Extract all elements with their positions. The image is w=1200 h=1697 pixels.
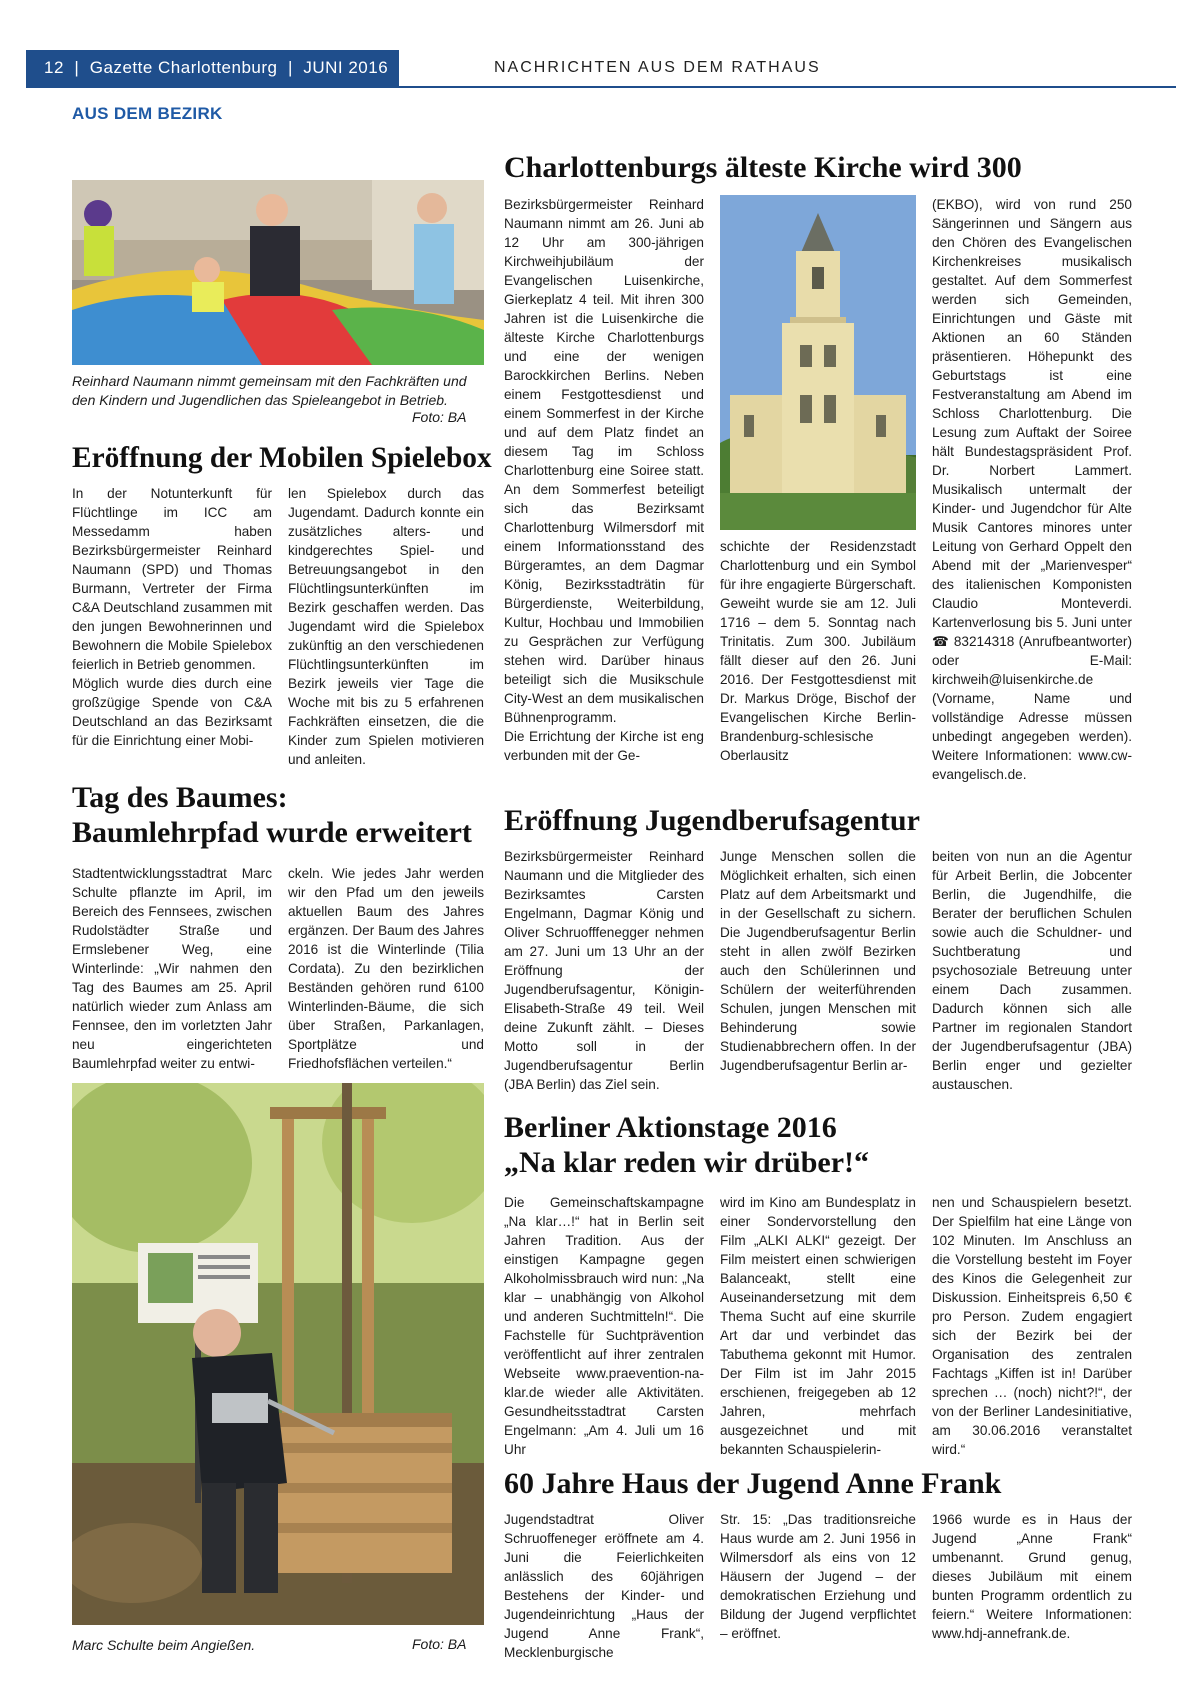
baum-paragraph: Stadtentwicklungsstadtrat Marc Schulte pflanzte im April, im Bereich des Fennsees, zwischen Rudolstädter Straße und Ermslebener Weg, eine Winterlinde: „Wir nahmen den Tag des Baumes am 25. April natürlich wieder zum Anlass am Fennsee, den im vorletzten Jahr neu eingerichteten Baumlehrpfad weiter zu entwi- bbox=[72, 866, 272, 1071]
annefrank-paragraph: Jugendstadtrat Oliver Schruoffeneger eröffnete am 4. Juni die Feierlichkeiten anlässlich des 60jährigen Bestehens der Kinder- und Jugendeinrichtung „Haus der Jugend Anne Frank“, Mecklenburgische bbox=[504, 1512, 704, 1660]
kirche-paragraph: Bezirksbürgermeister Reinhard Naumann nimmt am 26. Juni ab 12 Uhr am 300-jährigen Kirchweihjubiläum der Evangelischen Luisenkirche, Gierkeplatz 4 teil. Mit ihren 300 Jahren ist die Luisenkirche die älteste Kirche Charlottenburgs und eine der wenigen Barockkirchen Berlins. Neben einem Festgottesdienst und einem Sommerfest in der Kirche und auf dem Platz findet an diesem Tag im Schloss Charlottenburg eine Soiree statt. An dem Sommerfest beteiligt sich das Bezirksamt Charlottenburg Wilmersdorf mit einem Informationsstand des Bürgeramtes, an dem Dagmar König, Bezirksstadträtin für Bürgerdienste, Weiterbildung, Kultur, Hochbau und Immobilien zu Gesprächen zur Verfügung stehen wird. Darüber hinaus beteiligt sich die Musikschule City-West an dem musikalischen Bühnenprogramm. bbox=[504, 197, 704, 725]
annefrank-column-1 bbox=[504, 1510, 704, 1662]
page-header bbox=[0, 50, 1200, 88]
baum-photo bbox=[72, 1083, 484, 1625]
baum-headline bbox=[72, 780, 472, 850]
aktionstage-column-1 bbox=[504, 1193, 704, 1459]
aktionstage-headline-line-1: Berliner Aktionstage 2016 bbox=[504, 1111, 837, 1144]
baum-caption: Marc Schulte beim Angießen. bbox=[72, 1637, 256, 1653]
issue-date: JUNI 2016 bbox=[303, 58, 389, 77]
jba-column-1 bbox=[504, 847, 704, 1094]
kirche-paragraph: (EKBO), wird von rund 250 Sängerinnen und Sängern aus den Chören des Evangelischen Kirchenkreises musikalisch gestaltet. Auf dem Sommerfest werden sich Gemeinden, Einrichtungen und Gäste mit Aktionen an 60 Ständen präsentieren. Höhepunkt des Geburtstags ist eine Festveranstaltung am Abend im Schloss Charlottenburg. Die Lesung zum Auftakt der Soiree hält Bundestagspräsident Prof. Dr. Norbert Lammert. Musikalisch untermalt der Kinder- und Jugendchor für Alte Musik Cantores minores unter Leitung von Gerhard Oppelt den Abend mit der „Marienvesper“ des italienischen Komponisten Claudio Monteverdi. Kartenverlosung bis 5. Juni unter ☎ 83214318 (Anrufbeantworter) oder E-Mail: kirchweih@luisenkirche.de (Vorname, Name und vollständige Adresse müssen unbedingt angegeben werden). Weitere Informationen: www.cw-evangelisch.de. bbox=[932, 197, 1132, 782]
kirche-column-1 bbox=[504, 195, 704, 765]
page-number: 12 bbox=[44, 58, 64, 77]
spielebox-column-2 bbox=[288, 484, 484, 769]
jba-paragraph: Bezirksbürgermeister Reinhard Naumann und die Mitglieder des Bezirksamtes Carsten Engelmann, Dagmar König und Oliver Schruofffenegger nehmen am 27. Juni um 13 Uhr an der Eröffnung der Jugendberufsagentur, Königin-Elisabeth-Straße 49 teil. Weil deine Zukunft zählt. – Dieses Motto soll in der Jugendberufsagentur Berlin (JBA Berlin) das Ziel sein. bbox=[504, 849, 704, 1092]
kirche-column-3 bbox=[932, 195, 1132, 784]
annefrank-paragraph: Str. 15: „Das traditionsreiche Haus wurde am 2. Juni 1956 in Wilmersdorf als eins von 12 Häusern der Jugend – der demokratischen Erziehung und Bildung der Jugend verpflichtet – eröffnet. bbox=[720, 1512, 916, 1641]
aktionstage-paragraph: Die Gemeinschaftskampagne „Na klar…!“ hat in Berlin seit Jahren Tradition. Aus der einstigen Kampagne gegen Alkoholmissbrauch wird nun: „Na klar – unabhängig von Alkohol und anderen Suchtmitteln!“. Die Fachstelle für Suchtprävention veröffentlicht auf ihrer zentralen Webseite www.praevention-na-klar.de wieder alle Aktivitäten. Gesundheitsstadtrat Carsten Engelmann: „Am 4. Juli um 16 Uhr bbox=[504, 1195, 704, 1457]
jba-headline: Eröffnung Jugendberufsagentur bbox=[504, 804, 920, 837]
annefrank-paragraph: 1966 wurde es in Haus der Jugend „Anne Frank“ umbenannt. Grund genug, dieses Jubiläum mit einem bunten Programm ordentlich zu feiern.“ Weitere Informationen: www.hdj-annefrank.de. bbox=[932, 1512, 1132, 1641]
publication-name: Gazette Charlottenburg bbox=[89, 58, 278, 77]
baum-headline-line-2: Baumlehrpfad wurde erweitert bbox=[72, 816, 472, 849]
folio-separator: | bbox=[69, 58, 85, 77]
aktionstage-headline-line-2: „Na klar reden wir drüber!“ bbox=[504, 1146, 869, 1179]
spielebox-photo-credit: Foto: BA bbox=[412, 409, 467, 425]
kirche-headline: Charlottenburgs älteste Kirche wird 300 bbox=[504, 151, 1022, 184]
baum-headline-line-1: Tag des Baumes: bbox=[72, 781, 288, 814]
kirche-paragraph: schichte der Residenzstadt Charlottenburg und ein Symbol für ihre engagierte Bürgerschaft. Geweiht wurde sie am 12. Juli 1716 – dem 5. Sonntag nach Trinitatis. Zum 300. Jubiläum fällt dieser auf den 26. Juni 2016. Der Festgottesdienst mit Dr. Markus Dröge, Bischof der Evangelischen Kirche Berlin-Brandenburg-schlesische Oberlausitz bbox=[720, 539, 916, 763]
spielebox-paragraph: In der Notunterkunft für Flüchtlinge im ICC am Messedamm haben Bezirksbürgermeister Reinhard Naumann (SPD) und Thomas Burmann, Vertreter der Firma C&A Deutschland zusammen mit den jungen Bewohnerinnen und Bewohnern die Mobile Spielebox feierlich in Betrieb genommen. bbox=[72, 486, 272, 672]
aktionstage-column-3 bbox=[932, 1193, 1132, 1459]
spielebox-column-1 bbox=[72, 484, 272, 750]
kirche-column-2 bbox=[720, 537, 916, 765]
spielebox-paragraph: Möglich wurde dies durch eine großzügige Spende von C&A Deutschland an das Bezirksamt für die Einrichtung einer Mobi- bbox=[72, 676, 272, 748]
annefrank-headline: 60 Jahre Haus der Jugend Anne Frank bbox=[504, 1467, 1002, 1500]
jba-column-3 bbox=[932, 847, 1132, 1094]
kirche-paragraph: Die Errichtung der Kirche ist eng verbunden mit der Ge- bbox=[504, 729, 704, 763]
jba-column-2 bbox=[720, 847, 916, 1075]
aktionstage-paragraph: wird im Kino am Bundesplatz in einer Sondervorstellung den Film „ALKI ALKI“ gezeigt. Der Film meistert einen schwierigen Balanceakt, stellt eine Auseinandersetzung mit dem Thema Sucht auf eine skurrile Art dar und verbindet das Tabuthema gekonnt mit Humor. Der Film ist im Jahr 2015 erschienen, freigegeben ab 12 Jahren, mehrfach ausgezeichnet und mit bekannten Schauspielerin- bbox=[720, 1195, 916, 1457]
annefrank-column-2 bbox=[720, 1510, 916, 1643]
section-label: AUS DEM BEZIRK bbox=[72, 104, 223, 123]
baum-column-2 bbox=[288, 864, 484, 1073]
spielebox-photo bbox=[72, 180, 484, 365]
luisenkirche-photo bbox=[720, 195, 916, 530]
baum-photo-credit: Foto: BA bbox=[412, 1636, 467, 1652]
annefrank-column-3 bbox=[932, 1510, 1132, 1643]
baum-column-1 bbox=[72, 864, 272, 1073]
aktionstage-paragraph: nen und Schauspielern besetzt. Der Spielfilm hat eine Länge von 102 Minuten. Im Anschluss an die Vorstellung besteht im Foyer des Kinos die Gelegenheit zur Diskussion. Einheitspreis 6,50 € pro Person. Zudem engagiert sich der Bezirk bei der Organisation des zentralen Fachtags „Kiffen ist in! Darüber sprechen … (noch) nicht?!“, der von der Berliner Landesinitiative, am 30.06.2016 veranstaltet wird.“ bbox=[932, 1195, 1132, 1457]
jba-paragraph: beiten von nun an die Agentur für Arbeit Berlin, die Jobcenter Berlin, die Jugendhilfe, die Berater der beruflichen Schulen sowie auch die Schuldner- und Suchtberatung und psychosoziale Betreuung unter einem Dach zusammen. Dadurch können sich alle Partner im regionalen Standort der Jugendberufsagentur (JBA) Berlin enger und gezielter austauschen. bbox=[932, 849, 1132, 1092]
aktionstage-headline bbox=[504, 1110, 869, 1180]
spielebox-paragraph: len Spielebox durch das Jugendamt. Dadurch konnte ein zusätzliches alters- und kindgerechtes Spiel- und Betreuungsangebot in den Flüchtlingsunterkünften im Bezirk geschaffen werden. Das Jugendamt wird die Spielebox zukünftig an den verschiedenen Flüchtlingsunterkünften im Bezirk jeweils vier Tage die Woche mit bis zu 5 erfahrenen Fachkräften einsetzen, die die Kinder zum Spielen motivieren und anleiten. bbox=[288, 486, 484, 767]
header-rule bbox=[26, 86, 1176, 88]
spielebox-headline: Eröffnung der Mobilen Spielebox bbox=[72, 441, 492, 474]
jba-paragraph: Junge Menschen sollen die Möglichkeit erhalten, sich einen Platz auf dem Arbeitsmarkt und in der Gesellschaft zu sichern. Die Jugendberufsagentur Berlin steht in allen zwölf Bezirken auch den Schülerinnen und Schülern der weiterführenden Schulen, jungen Menschen mit Behinderung sowie Studienabbrechern offen. In der Jugendberufsagentur Berlin ar- bbox=[720, 849, 916, 1073]
spielebox-caption: Reinhard Naumann nimmt gemeinsam mit den Fachkräften und den Kindern und Jugendlichen das Spieleangebot in Betrieb. bbox=[72, 373, 467, 408]
baum-paragraph: ckeln. Wie jedes Jahr werden wir den Pfad um den jeweils aktuellen Baum des Jahres ergänzen. Der Baum des Jahres 2016 ist die Winterlinde (Tilia Cordata). Zu den bezirklichen Beständen gehören rund 6100 Winterlinden-Bäume, die sich über Straßen, Parkanlagen, Sportplätze und Friedhofsflächen verteilen.“ bbox=[288, 866, 484, 1071]
aktionstage-column-2 bbox=[720, 1193, 916, 1459]
section-heading: NACHRICHTEN AUS DEM RATHAUS bbox=[494, 59, 821, 76]
header-folio bbox=[26, 50, 399, 86]
folio-separator: | bbox=[282, 58, 299, 77]
